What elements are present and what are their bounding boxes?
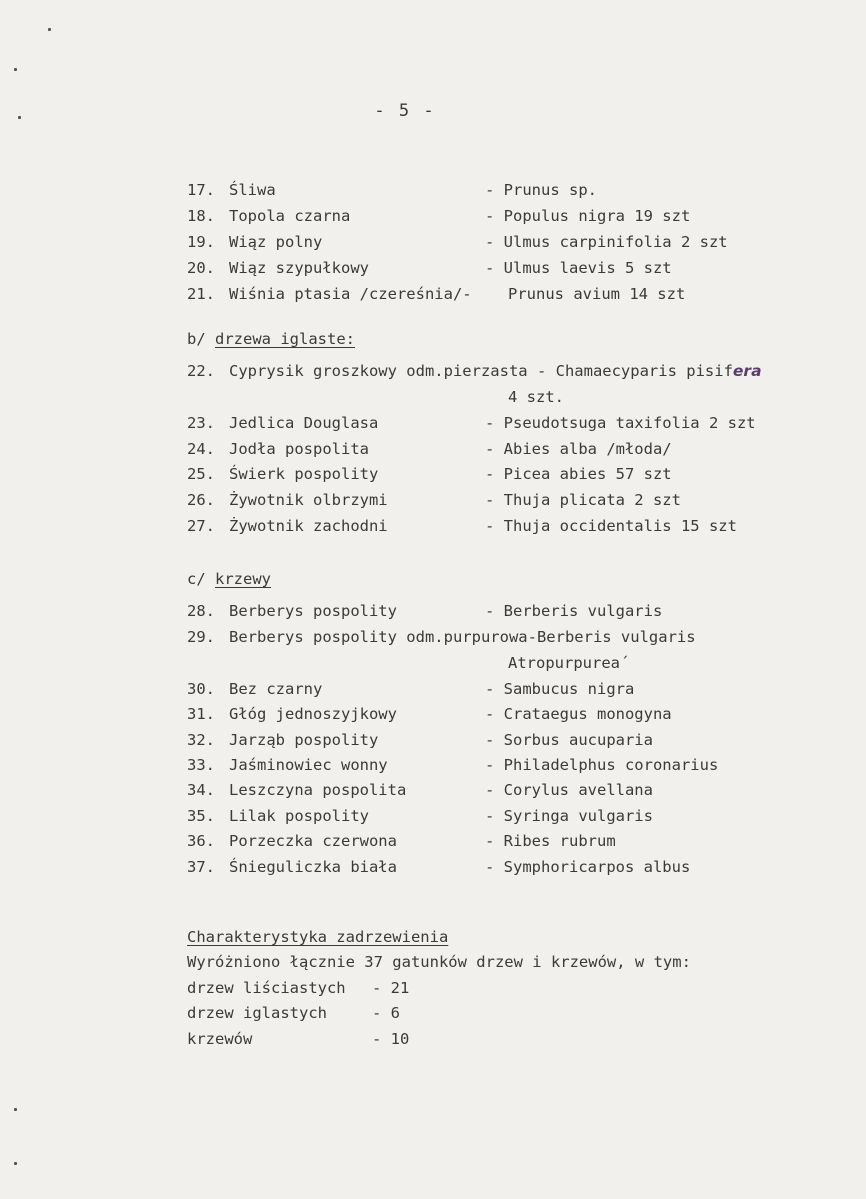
item-number: 28. xyxy=(187,602,215,620)
item-name: Głóg jednoszyjkowy xyxy=(229,705,397,723)
item-latin: - Symphoricarpos albus xyxy=(485,858,691,876)
page-number: - 5 - xyxy=(374,101,436,121)
item-latin: - Prunus sp. xyxy=(485,181,597,199)
item-name: Berberys pospolity odm.purpurowa-Berberis vulgaris xyxy=(229,628,696,646)
item-name: Berberys pospolity xyxy=(229,602,397,620)
item-number: 34. xyxy=(187,781,215,799)
item-name: Porzeczka czerwona xyxy=(229,832,397,850)
item-number: 31. xyxy=(187,705,215,723)
item-latin: - Syringa vulgaris xyxy=(485,807,653,825)
item-name: Jedlica Douglasa xyxy=(229,414,379,432)
item-name: Jodła pospolita xyxy=(229,440,369,458)
item-number: 18. xyxy=(187,207,215,225)
page-speck xyxy=(48,28,51,31)
item-number: 37. xyxy=(187,858,215,876)
item-number: 32. xyxy=(187,731,215,749)
section-prefix: b/ xyxy=(187,330,206,348)
item-name: Topola czarna xyxy=(229,207,351,225)
item-latin: - Abies alba /młoda/ xyxy=(485,440,672,458)
summary-label: drzew liściastych xyxy=(187,979,346,997)
item-continuation: Atropurpurea´ xyxy=(508,654,630,672)
item-number: 23. xyxy=(187,414,215,432)
section-title: drzewa iglaste: xyxy=(215,330,355,348)
item-number: 20. xyxy=(187,259,215,277)
item-name: Świerk pospolity xyxy=(229,465,379,483)
item-latin: - Sambucus nigra xyxy=(485,680,635,698)
item-name: Żywotnik zachodni xyxy=(229,517,388,535)
item-number: 17. xyxy=(187,181,215,199)
item-name: Cyprysik groszkowy odm.pierzasta - Chamaecyparis pisif xyxy=(229,362,733,380)
handwritten-correction: era xyxy=(732,362,762,380)
item-name: Bez czarny xyxy=(229,680,323,698)
item-latin: - Thuja plicata 2 szt xyxy=(485,491,681,509)
item-latin: - Populus nigra 19 szt xyxy=(485,207,691,225)
item-name: Wiąz polny xyxy=(229,233,323,251)
item-number: 25. xyxy=(187,465,215,483)
item-number: 36. xyxy=(187,832,215,850)
item-name: Żywotnik olbrzymi xyxy=(229,491,388,509)
item-latin: - Pseudotsuga taxifolia 2 szt xyxy=(485,414,756,432)
item-latin: - Berberis vulgaris xyxy=(485,602,663,620)
item-number: 30. xyxy=(187,680,215,698)
page-speck xyxy=(18,116,21,119)
item-name-wide xyxy=(229,361,762,381)
item-latin: Prunus avium 14 szt xyxy=(508,285,686,303)
page-speck xyxy=(14,68,17,71)
item-name: Lilak pospolity xyxy=(229,807,369,825)
page-speck xyxy=(14,1108,17,1111)
section-heading xyxy=(187,569,271,589)
item-latin: - Ulmus laevis 5 szt xyxy=(485,259,672,277)
summary-value: - 10 xyxy=(372,1030,410,1048)
page-speck xyxy=(14,1162,17,1165)
summary-value: - 6 xyxy=(372,1004,400,1022)
item-latin: - Corylus avellana xyxy=(485,781,653,799)
item-latin: - Sorbus aucuparia xyxy=(485,731,653,749)
item-latin: - Picea abies 57 szt xyxy=(485,465,672,483)
section-prefix: c/ xyxy=(187,570,206,588)
section-heading xyxy=(187,329,355,349)
summary-value: - 21 xyxy=(372,979,410,997)
item-number: 24. xyxy=(187,440,215,458)
section-title: krzewy xyxy=(215,570,272,588)
item-name: Wiśnia ptasia /czereśnia/- xyxy=(229,285,472,303)
item-continuation: 4 szt. xyxy=(508,388,564,406)
item-number: 35. xyxy=(187,807,215,825)
item-number: 26. xyxy=(187,491,215,509)
item-number: 29. xyxy=(187,628,215,646)
item-name: Wiąz szypułkowy xyxy=(229,259,369,277)
item-name: Śliwa xyxy=(229,181,276,199)
item-number: 21. xyxy=(187,285,215,303)
item-name: Jaśminowiec wonny xyxy=(229,756,388,774)
item-latin: - Ulmus carpinifolia 2 szt xyxy=(485,233,728,251)
item-latin: - Thuja occidentalis 15 szt xyxy=(485,517,737,535)
item-name: Śnieguliczka biała xyxy=(229,858,397,876)
item-latin: - Crataegus monogyna xyxy=(485,705,672,723)
summary-heading: Charakterystyka zadrzewienia xyxy=(187,928,449,946)
summary-intro: Wyróżniono łącznie 37 gatunków drzew i krzewów, w tym: xyxy=(187,953,691,971)
item-name: Leszczyna pospolita xyxy=(229,781,407,799)
item-latin: - Ribes rubrum xyxy=(485,832,616,850)
item-number: 19. xyxy=(187,233,215,251)
item-number: 22. xyxy=(187,362,215,380)
item-number: 27. xyxy=(187,517,215,535)
item-name: Jarząb pospolity xyxy=(229,731,379,749)
item-number: 33. xyxy=(187,756,215,774)
summary-label: drzew iglastych xyxy=(187,1004,327,1022)
item-latin: - Philadelphus coronarius xyxy=(485,756,719,774)
summary-label: krzewów xyxy=(187,1030,253,1048)
